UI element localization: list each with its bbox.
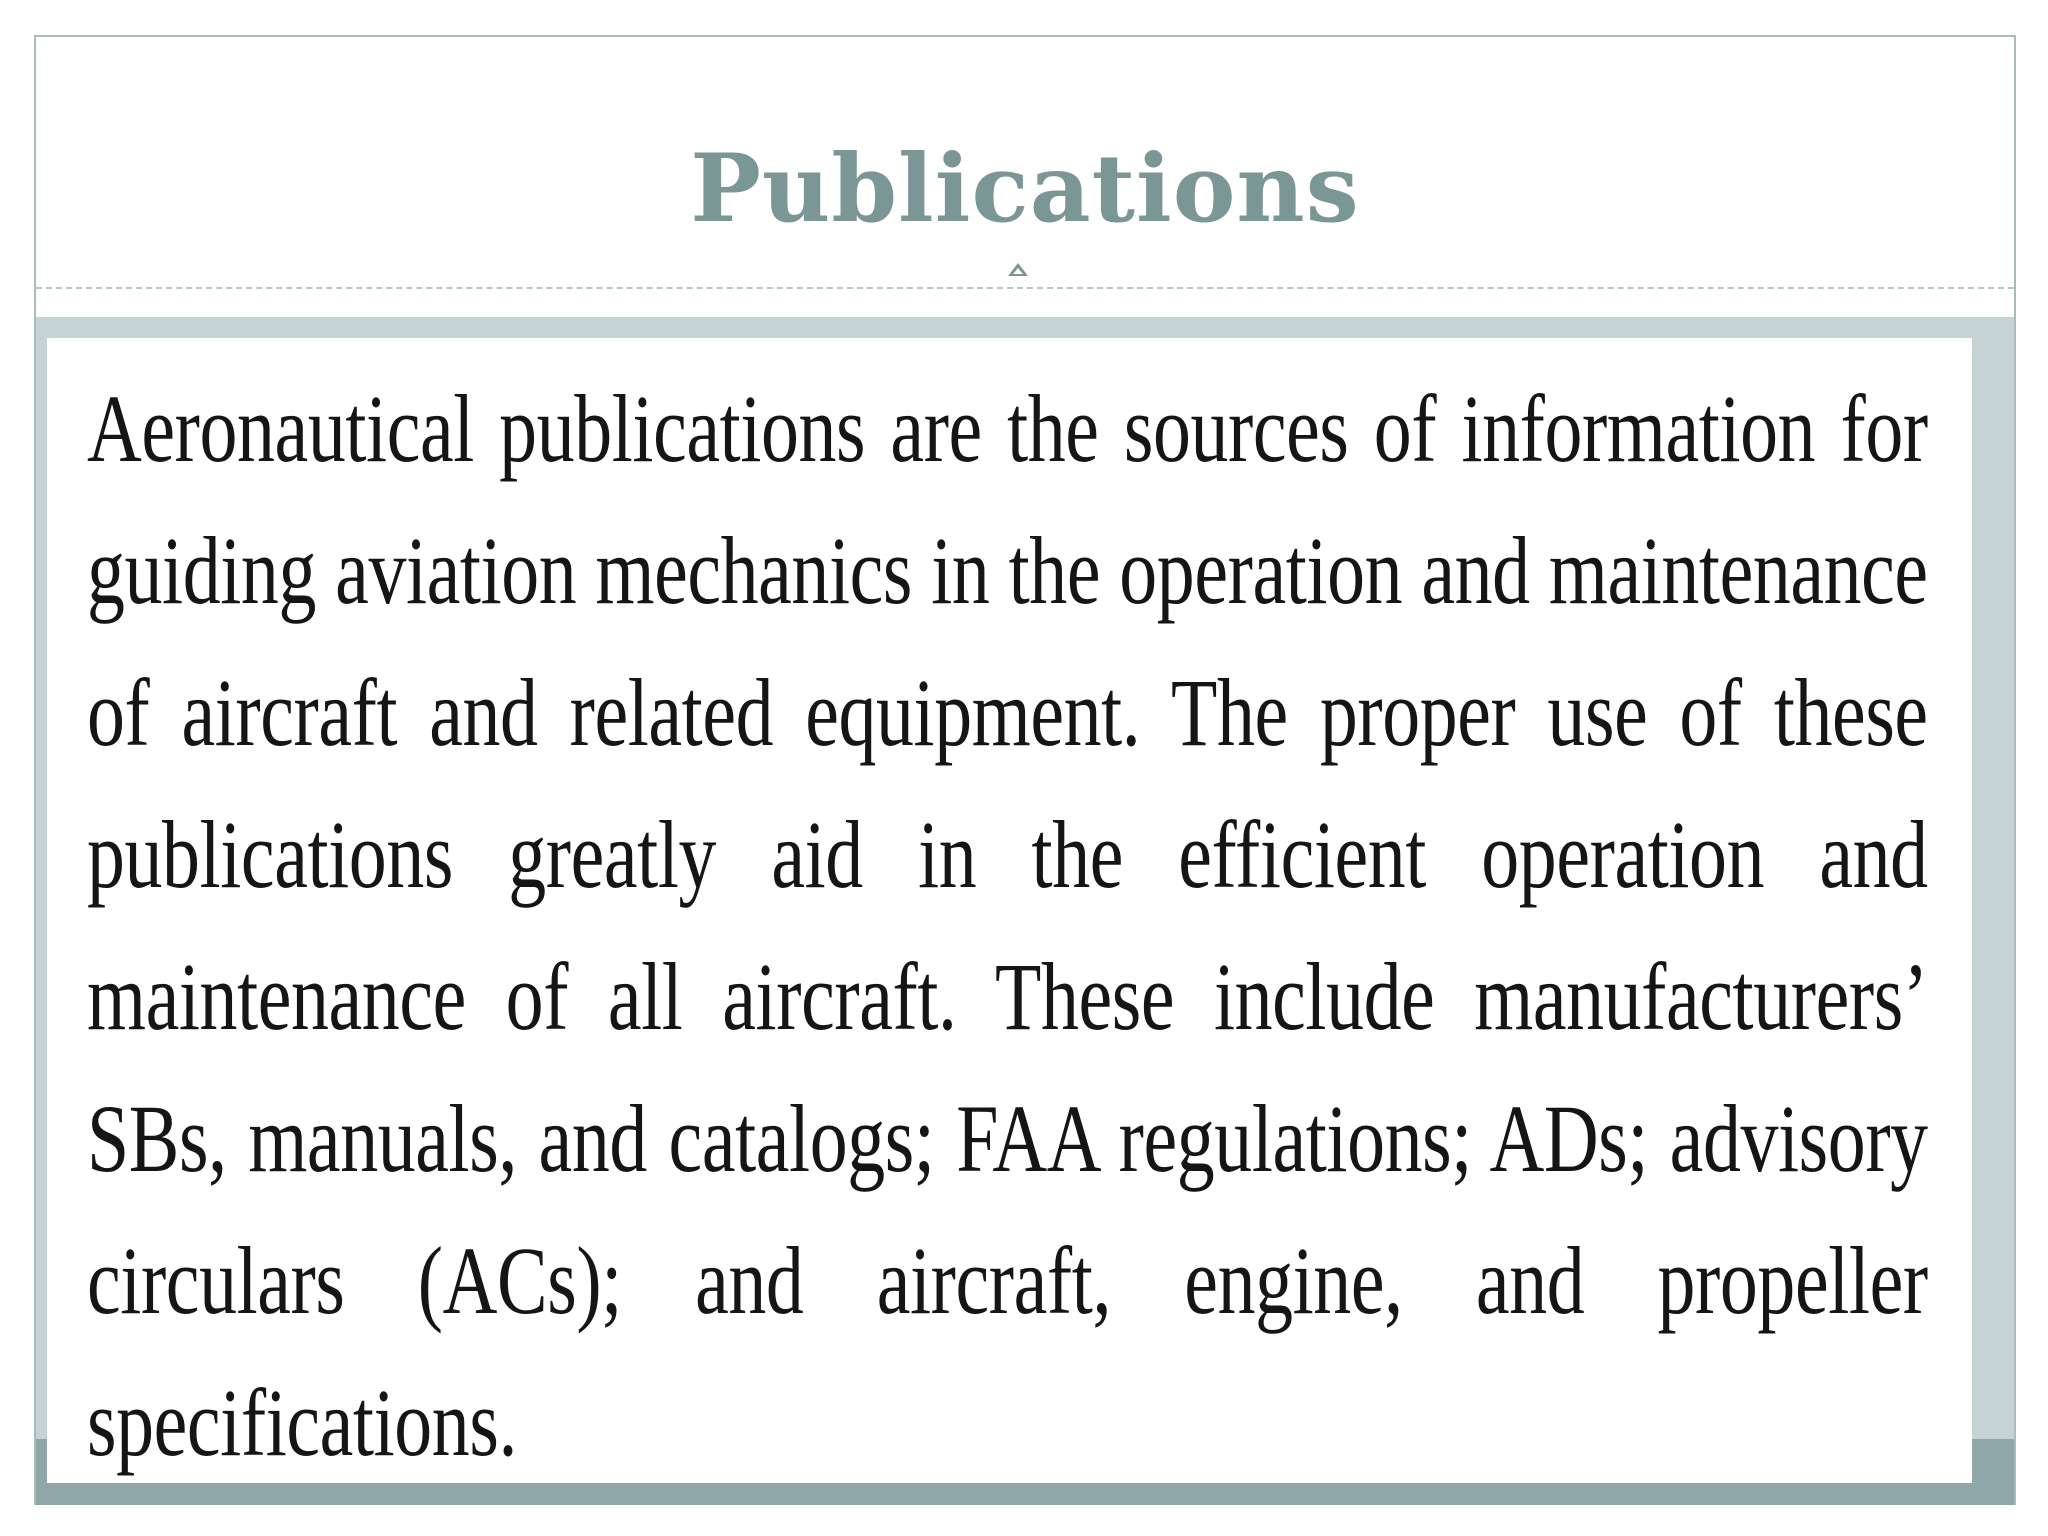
- body-paragraph: Aeronautical publications are the sources of information for guiding aviation mechanics in the operation and maintenance of aircraft and related equipment. The proper use of these publications greatly aid in the efficient operation and maintenance of all aircraft. These include manufacturers’ SBs, manuals, and catalogs; FAA regulations; ADs; advisory circulars (ACs); and aircraft, engine, and propeller specifications.: [87, 375, 1928, 1476]
- title-area: [36, 37, 2014, 287]
- body-text-image: [47, 338, 1972, 1483]
- title-divider: [36, 287, 2014, 289]
- slide-title: Publications: [690, 134, 1360, 244]
- triangle-ornament-icon: [1008, 263, 1028, 276]
- slide: [34, 35, 2016, 1505]
